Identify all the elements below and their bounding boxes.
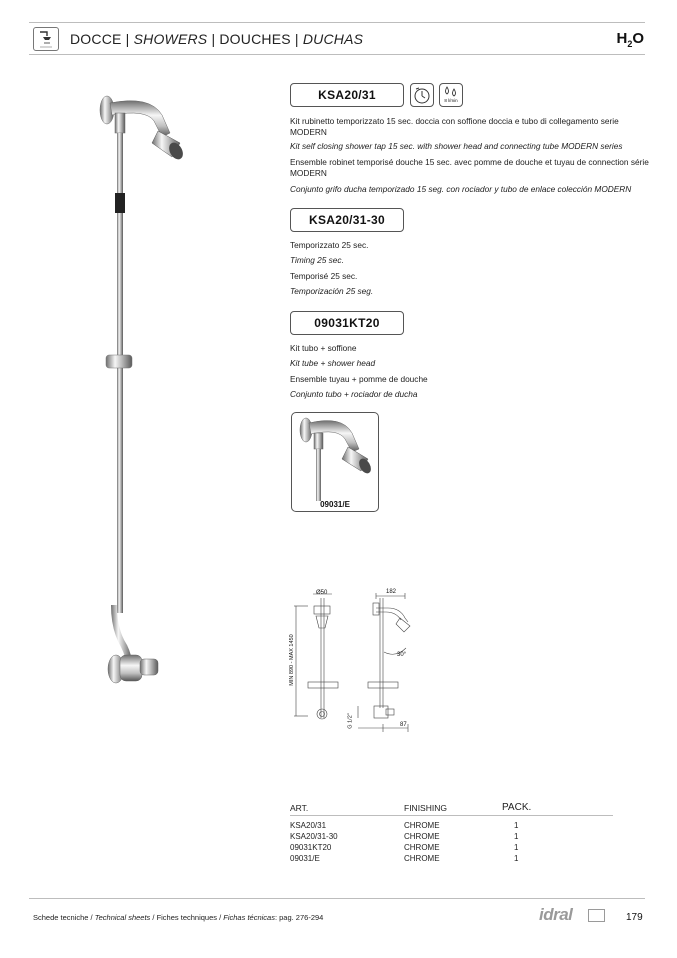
table-cell-pack: 1: [514, 854, 519, 863]
flow-rate-label: 8 l/min: [444, 98, 458, 103]
brand-logo: [539, 905, 572, 925]
dim-width: 182: [386, 589, 397, 595]
footer-reference: [33, 913, 323, 922]
title-separator: |: [125, 31, 130, 47]
title-en: SHOWERS: [133, 31, 208, 47]
product-code-box: [290, 208, 404, 232]
table-cell-art: 09031/E: [290, 854, 320, 863]
description-es: Temporización 25 seg.: [290, 286, 374, 296]
table-cell-art: KSA20/31-30: [290, 832, 338, 841]
description-fr: Ensemble robinet temporisé douche 15 sec. avec pomme de douche et tuyau de connection série MODERN: [290, 157, 649, 178]
product-code-box: [290, 311, 404, 335]
footer-es: Fichas técnicas: [223, 913, 275, 922]
col-header-art: ART.: [290, 803, 309, 813]
footer-fr: / Fiches techniques /: [150, 913, 224, 922]
table-cell-finishing: CHROME: [404, 843, 440, 852]
page-title: [70, 31, 363, 47]
col-header-pack: PACK.: [502, 802, 532, 813]
title-separator: |: [211, 31, 216, 47]
accessory-inset: [291, 412, 379, 512]
table-header-rule: [290, 815, 613, 816]
water-mark-h: H: [616, 30, 628, 47]
product-code: 09031KT20: [314, 316, 380, 330]
brand-emblem-icon: [588, 909, 605, 922]
product-code: KSA20/31-30: [308, 213, 385, 227]
description-es: Conjunto grifo ducha temporizado 15 seg. con rociador y tubo de enlace colección MODERN: [290, 184, 632, 194]
table-cell-finishing: CHROME: [404, 854, 440, 863]
col-header-finishing: FINISHING: [404, 803, 447, 813]
product-code: KSA20/31: [318, 88, 376, 102]
description-it: Kit tubo + soffione: [290, 343, 357, 353]
header-bottom-rule: [29, 54, 645, 55]
table-cell-pack: 1: [514, 843, 519, 852]
page-number: 179: [626, 912, 643, 923]
accessory-code: 09031/E: [320, 500, 350, 509]
table-cell-finishing: CHROME: [404, 832, 440, 841]
description-fr: Ensemble tuyau + pomme de douche: [290, 374, 428, 384]
dim-thread: G 1/2": [347, 713, 354, 729]
header-top-rule: [29, 22, 645, 23]
description-es: Conjunto tubo + rociador de ducha: [290, 389, 418, 399]
title-separator: |: [294, 31, 299, 47]
description-it: Kit rubinetto temporizzato 15 sec. doccia con soffione doccia e tubo di collegamento serie MODERN: [290, 116, 619, 137]
table-cell-art: 09031KT20: [290, 843, 332, 852]
footer-en: Technical sheets: [94, 913, 151, 922]
product-code-box: [290, 83, 404, 107]
dim-height: MIN 890 - MAX 1450: [289, 634, 295, 686]
title-fr: DOUCHES: [219, 31, 291, 47]
flow-rate-icon: [439, 83, 463, 107]
dim-angle: 30°: [397, 652, 407, 658]
water-mark-o: O: [632, 30, 644, 47]
shower-kit-image: [90, 85, 200, 695]
water-mark-sub: 2: [627, 39, 633, 49]
table-cell-finishing: CHROME: [404, 821, 440, 830]
footer-rule: [29, 898, 645, 899]
table-cell-pack: 1: [514, 821, 519, 830]
description-fr: Temporisé 25 sec.: [290, 271, 358, 281]
description-it: Temporizzato 25 sec.: [290, 240, 369, 250]
dim-diameter: Ø50: [316, 590, 328, 596]
timer-icon: [410, 83, 434, 107]
brand-name: idral: [539, 905, 573, 924]
title-es: DUCHAS: [302, 31, 364, 47]
footer-pages: : pag. 276-294: [274, 913, 324, 922]
table-cell-pack: 1: [514, 832, 519, 841]
shower-category-icon: [33, 27, 59, 51]
shower-arm-image: [292, 413, 378, 501]
description-en: Kit self closing shower tap 15 sec. with shower head and connecting tube MODERN series: [290, 141, 623, 151]
footer-it: Schede tecniche /: [33, 913, 95, 922]
description-en: Timing 25 sec.: [290, 255, 344, 265]
dim-offset: 87: [400, 722, 407, 728]
description-en: Kit tube + shower head: [290, 358, 376, 368]
table-cell-art: KSA20/31: [290, 821, 327, 830]
title-it: DOCCE: [70, 31, 122, 47]
water-mark: [616, 30, 644, 49]
